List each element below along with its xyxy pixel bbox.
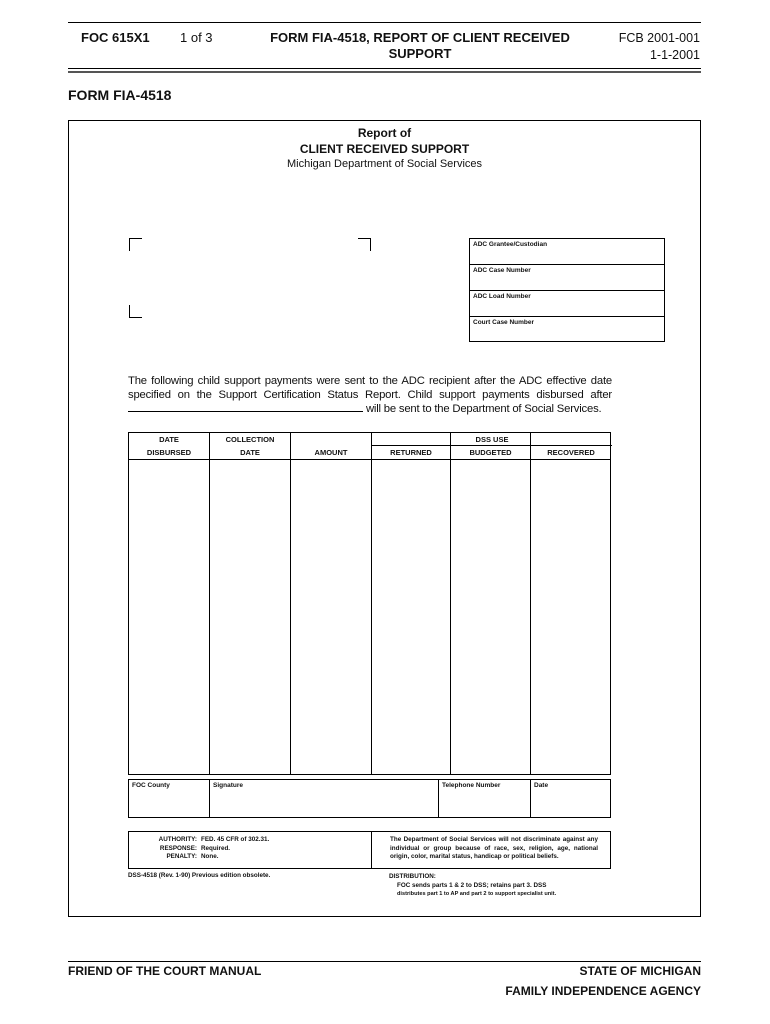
distribution-label: DISTRIBUTION:: [389, 873, 436, 880]
date-field[interactable]: [530, 780, 612, 817]
telephone-field[interactable]: [438, 780, 530, 817]
response-value: Required.: [201, 844, 231, 852]
column-divider: [290, 433, 291, 774]
col-header-collection-date: [210, 435, 290, 458]
col-header-returned: RETURNED: [390, 448, 432, 457]
form-agency: Michigan Department of Social Services: [286, 158, 483, 170]
footer-state: STATE OF MICHIGAN: [579, 964, 701, 978]
form-number: DSS-4518 (Rev. 1-90) Previous edition obsolete.: [128, 872, 271, 879]
document-title-line1: FORM FIA-4518, REPORT OF CLIENT RECEIVED: [270, 30, 570, 45]
case-field-label: Court Case Number: [473, 319, 535, 326]
manual-code: FOC 615X1: [81, 30, 150, 45]
form-heading: FORM FIA-4518: [68, 87, 172, 103]
col-header-disbursed: DISBURSED: [146, 448, 192, 457]
case-field-case-number[interactable]: [470, 265, 664, 291]
payment-table: [128, 432, 611, 775]
address-corner-bottom-left: [129, 305, 142, 318]
penalty-label: PENALTY:: [166, 853, 197, 860]
header-bottom-rule-thick: [68, 71, 701, 73]
col-header-amount: AMOUNT: [314, 448, 348, 457]
address-corner-top-left: [129, 238, 142, 251]
column-divider: [209, 433, 210, 774]
authority-labels: [137, 836, 197, 862]
telephone-label: Telephone Number: [442, 782, 501, 789]
case-field-grantee[interactable]: [470, 239, 664, 265]
authority-box: [128, 831, 611, 869]
form-title-line1: Report of: [357, 126, 412, 140]
page-indicator: 1 of 3: [180, 30, 213, 45]
case-field-court-case-number[interactable]: [470, 317, 664, 343]
col-header-date-disbursed: [129, 435, 209, 458]
authority-value: FED. 45 CFR of 302.31.: [201, 836, 270, 843]
col-header-collection: COLLECTION: [225, 435, 275, 444]
col-header-recovered: RECOVERED: [547, 448, 595, 457]
document-title-line2: SUPPORT: [388, 46, 452, 61]
header-bottom-rule: [68, 68, 701, 69]
signature-field[interactable]: [209, 780, 438, 817]
case-field-label: ADC Load Number: [473, 293, 531, 300]
footer-rule: [68, 961, 701, 962]
nondiscrimination-statement: The Department of Social Services will not discriminate against any individual or group because of race, sex, religion, age, national origin, color, marital status, handicap or political beliefs.: [390, 836, 598, 860]
response-label: RESPONSE:: [159, 844, 197, 852]
col-header-dss-use: DSS USE: [475, 435, 509, 444]
col-header-collection-date-label: DATE: [240, 448, 260, 457]
foc-county-field[interactable]: [129, 780, 209, 817]
footer-manual-name: FRIEND OF THE COURT MANUAL: [68, 964, 262, 978]
paragraph-text-part2: will be sent to the Department of Social Services.: [365, 403, 602, 415]
column-divider: [371, 433, 372, 774]
distribution-line1: FOC sends parts 1 & 2 to DSS; retains part 3. DSS: [397, 881, 547, 889]
header-top-rule: [68, 22, 701, 23]
distribution-line2: distributes part 1 to AP and part 2 to support specialist unit.: [397, 891, 557, 897]
paragraph-text-part1: The following child support payments were sent to the ADC recipient after the ADC effective date specified on the Support Certification Status Report. Child support payments disbursed after: [128, 375, 612, 401]
case-field-label: ADC Case Number: [473, 267, 531, 274]
authority-values: [201, 836, 371, 862]
authority-label: AUTHORITY:: [158, 836, 197, 843]
signature-label: Signature: [213, 782, 243, 789]
case-info-box: [469, 238, 665, 342]
instruction-paragraph: [128, 374, 612, 416]
distribution-block: [389, 873, 619, 899]
header-row-rule: [129, 459, 610, 460]
date-blank-field[interactable]: [128, 402, 363, 412]
foc-county-label: FOC County: [132, 782, 170, 789]
footer-agency: FAMILY INDEPENDENCE AGENCY: [505, 984, 701, 998]
bulletin-info: [619, 30, 700, 64]
case-field-load-number[interactable]: [470, 291, 664, 317]
dss-use-rule: [371, 445, 612, 446]
document-title: [250, 30, 590, 62]
signature-table: [128, 779, 611, 818]
penalty-value: None.: [201, 853, 219, 860]
bulletin-number: FCB 2001-001: [618, 31, 700, 45]
col-header-budgeted: BUDGETED: [469, 448, 512, 457]
column-divider: [450, 433, 451, 774]
col-header-date: DATE: [159, 435, 179, 444]
form-title-line2: CLIENT RECEIVED SUPPORT: [299, 142, 470, 156]
authority-divider: [371, 832, 372, 868]
bulletin-date: 1-1-2001: [649, 48, 700, 62]
date-label: Date: [534, 782, 549, 789]
column-divider: [530, 433, 531, 774]
address-corner-top-right: [358, 238, 371, 251]
case-field-label: ADC Grantee/Custodian: [473, 241, 548, 248]
